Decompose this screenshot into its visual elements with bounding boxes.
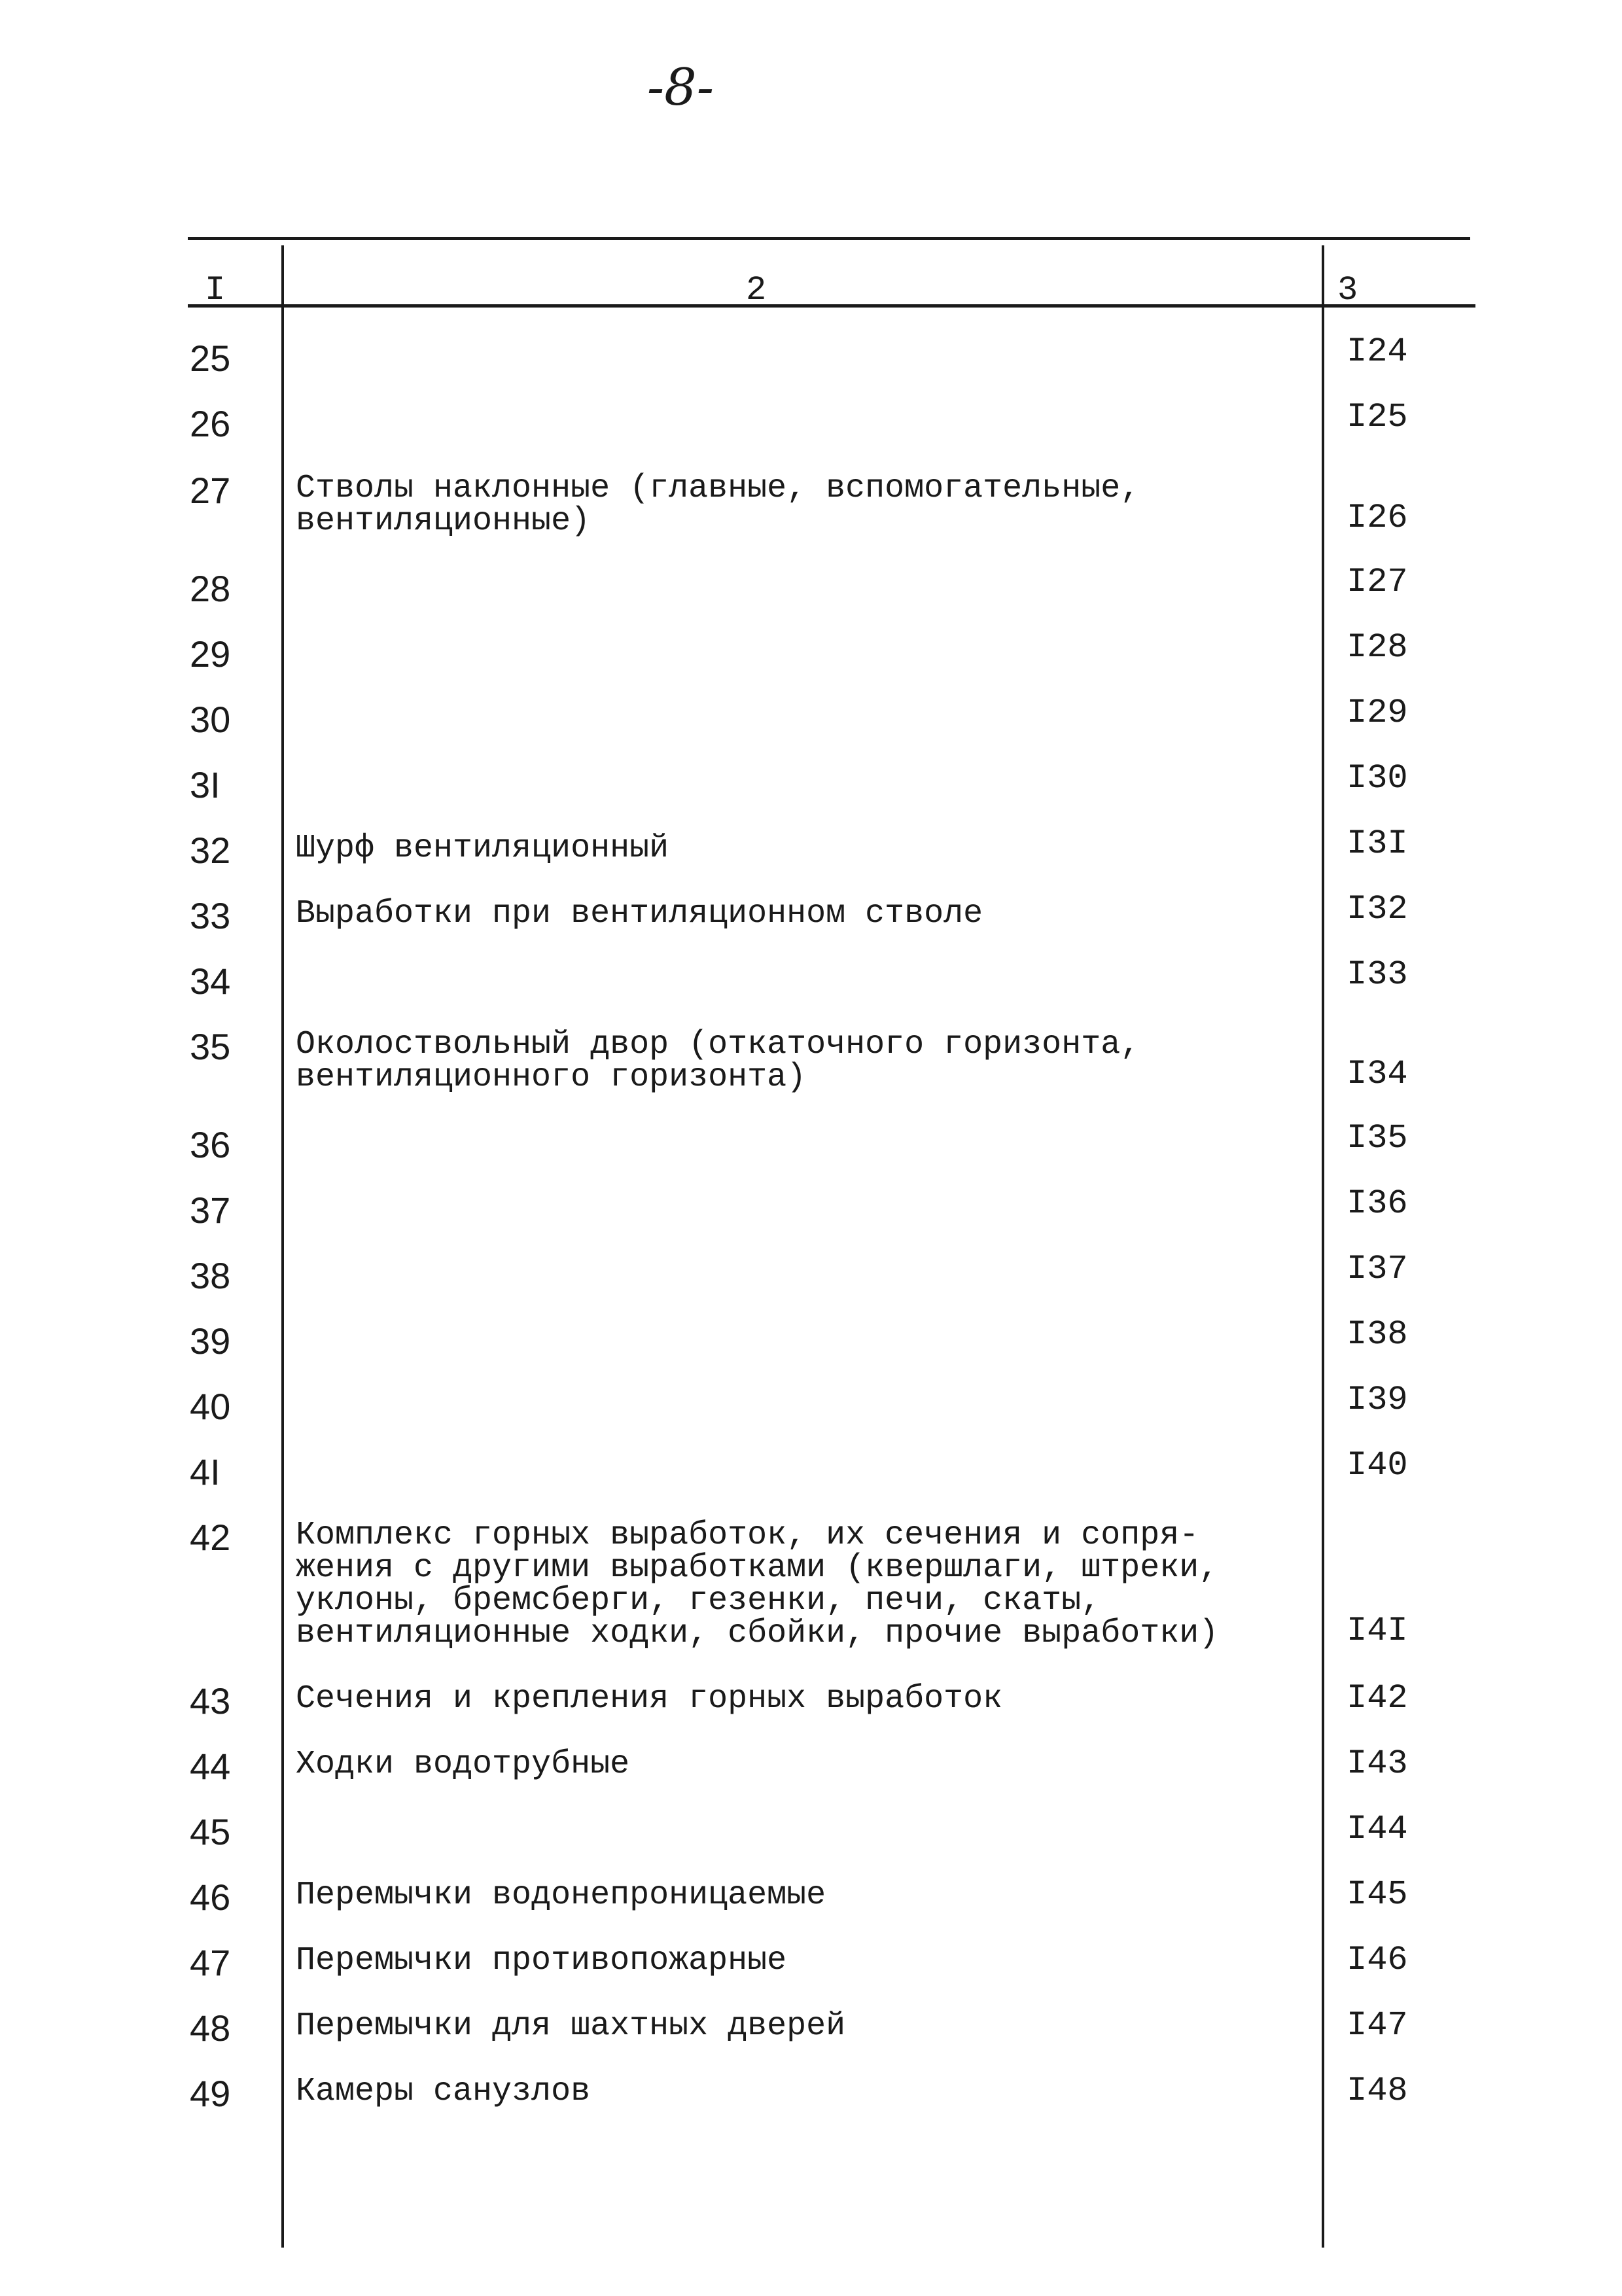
row-title: Ходки водотрубные: [296, 1746, 630, 1783]
column-header-page: 3: [1337, 271, 1358, 309]
row-number: 40: [190, 1386, 231, 1427]
row-number: 43: [190, 1680, 231, 1722]
row-number: 34: [190, 961, 231, 1002]
row-page: I32: [1347, 890, 1408, 928]
row-number: 3I: [190, 764, 220, 805]
row-number: 27: [190, 470, 231, 511]
row-page: I3I: [1347, 824, 1408, 863]
row-number: 30: [190, 699, 231, 740]
row-number: 4I: [190, 1451, 220, 1492]
row-number: 35: [190, 1026, 231, 1067]
row-number: 38: [190, 1255, 231, 1296]
row-page: I43: [1347, 1744, 1408, 1783]
row-page: I47: [1347, 2006, 1408, 2045]
row-page: I38: [1347, 1315, 1408, 1354]
row-page: I33: [1347, 955, 1408, 994]
row-page: I48: [1347, 2072, 1408, 2110]
row-page: I44: [1347, 1810, 1408, 1848]
column-divider-right: [1322, 245, 1324, 2248]
row-page: I37: [1347, 1250, 1408, 1288]
table-top-rule: [188, 237, 1470, 240]
row-page: I35: [1347, 1119, 1408, 1157]
row-title: Комплекс горных выработок, их сечения и сопря- жения с другими выработками (квершлаги, штреки, уклоны, бремсберги, гезенки, печи, скаты, вентиляционные ходки, сбойки, прочие выработки): [296, 1517, 1219, 1652]
row-number: 36: [190, 1124, 231, 1165]
row-number: 37: [190, 1190, 231, 1231]
row-page: I26: [1347, 499, 1408, 537]
row-page: I29: [1347, 694, 1408, 732]
row-title: Околоствольный двор (откаточного горизонта, вентиляционного горизонта): [296, 1026, 1140, 1096]
column-divider-left: [281, 245, 284, 2248]
row-number: 42: [190, 1517, 231, 1558]
row-page: I30: [1347, 759, 1408, 798]
column-header-title: 2: [746, 271, 767, 309]
row-page: I40: [1347, 1446, 1408, 1485]
row-page: I28: [1347, 628, 1408, 667]
row-page: I25: [1347, 398, 1408, 436]
row-page: I34: [1347, 1055, 1408, 1093]
page-number: -8-: [646, 58, 714, 117]
row-title: Стволы наклонные (главные, вспомогательные, вентиляционные): [296, 470, 1140, 540]
row-page: I39: [1347, 1381, 1408, 1419]
row-page: I36: [1347, 1184, 1408, 1223]
row-page: I42: [1347, 1679, 1408, 1718]
row-number: 28: [190, 568, 231, 609]
row-number: 47: [190, 1942, 231, 1983]
row-number: 29: [190, 633, 231, 675]
row-title: Перемычки противопожарные: [296, 1942, 787, 1979]
row-number: 48: [190, 2007, 231, 2049]
row-page: I45: [1347, 1875, 1408, 1914]
row-number: 39: [190, 1320, 231, 1362]
row-number: 26: [190, 403, 231, 444]
row-number: 45: [190, 1811, 231, 1852]
row-number: 46: [190, 1877, 231, 1918]
row-number: 49: [190, 2073, 231, 2114]
row-page: I27: [1347, 563, 1408, 601]
column-header-number: I: [205, 271, 226, 309]
row-page: I4I: [1347, 1612, 1408, 1650]
row-number: 25: [190, 338, 231, 379]
row-title: Камеры санузлов: [296, 2073, 591, 2110]
row-page: I46: [1347, 1941, 1408, 1979]
row-title: Сечения и крепления горных выработок: [296, 1680, 1003, 1718]
table-header-rule: [188, 304, 1475, 308]
row-title: Перемычки для шахтных дверей: [296, 2007, 846, 2045]
row-title: Перемычки водонепроницаемые: [296, 1877, 826, 1914]
row-number: 32: [190, 830, 231, 871]
row-number: 44: [190, 1746, 231, 1787]
row-page: I24: [1347, 332, 1408, 371]
row-number: 33: [190, 895, 231, 936]
row-title: Шурф вентиляционный: [296, 830, 669, 867]
row-title: Выработки при вентиляционном стволе: [296, 895, 983, 932]
